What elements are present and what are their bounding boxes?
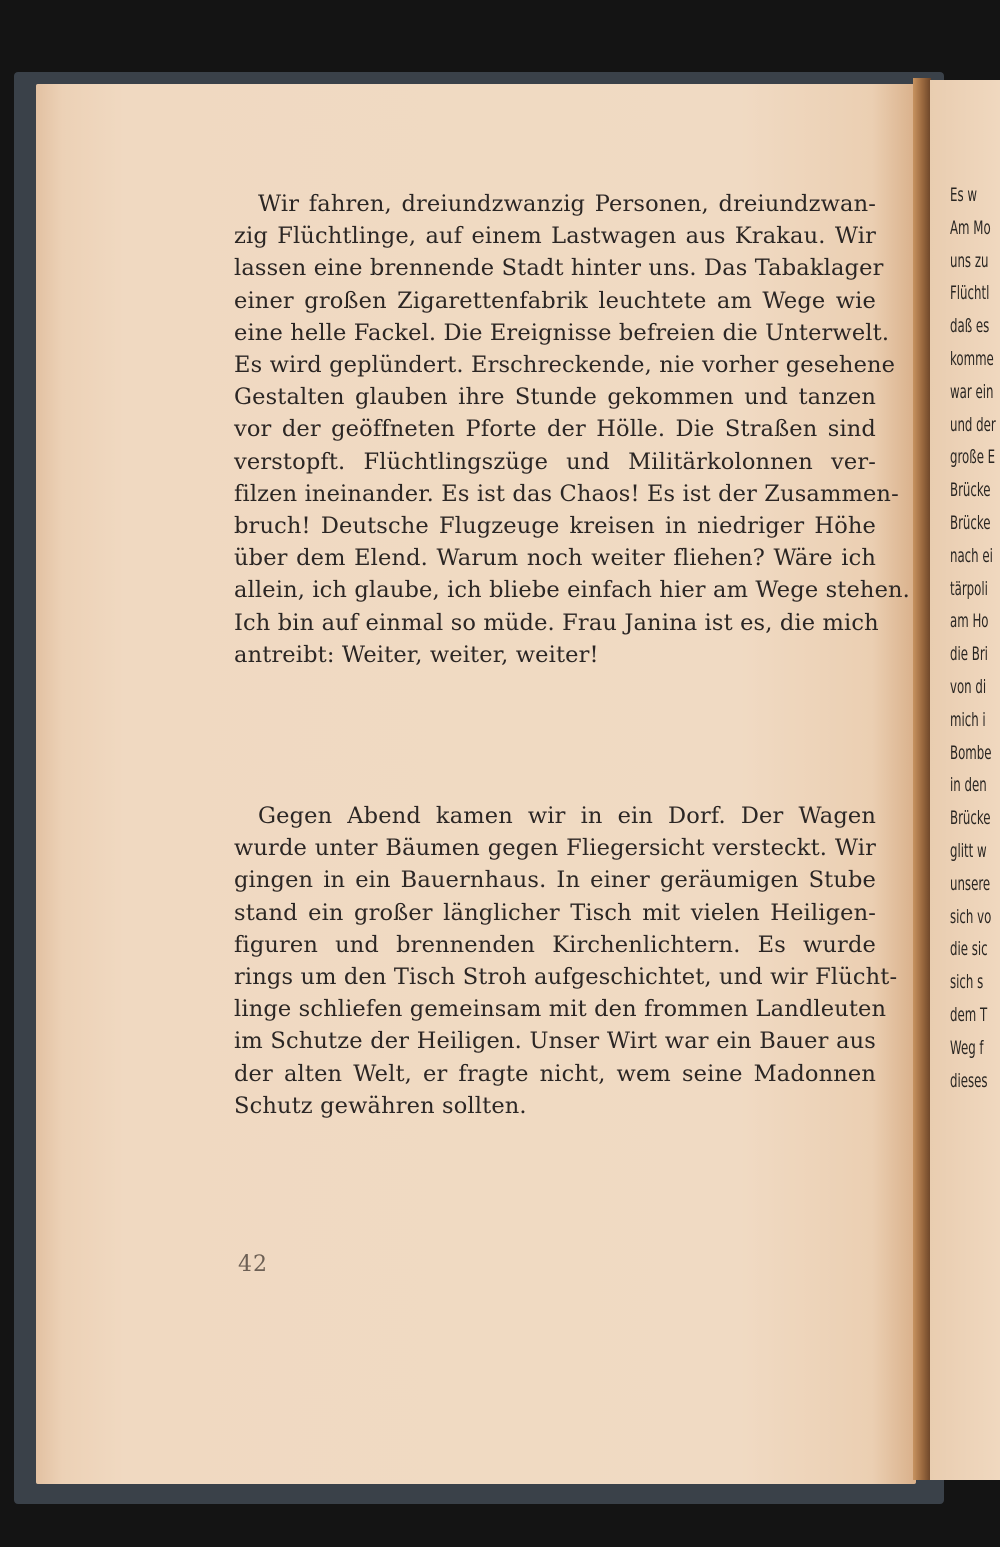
text-line: Schutz gewähren sollten. [234, 1092, 527, 1119]
next-page-fragment: große E [950, 446, 996, 469]
next-page-fragment: Flüchtl [950, 282, 990, 305]
text-line: Ich bin auf einmal so müde. Frau Janina ist es, die mich [234, 609, 879, 636]
paragraph-2 [234, 800, 898, 1122]
text-line: allein, ich glaube, ich bliebe einfach hier am Wege stehen. [234, 577, 910, 604]
next-page-fragment: tärpoli [950, 577, 988, 600]
text-line: rings um den Tisch Stroh aufgeschichtet, und wir Flücht- [234, 964, 898, 991]
text-line: Es wird geplündert. Erschreckende, nie vorher gesehene [234, 352, 896, 379]
next-page-fragment: unsere [950, 872, 991, 895]
next-page-fragment: die sic [950, 938, 988, 961]
text-line: wurde unter Bäumen gegen Fliegersicht versteckt. Wir [234, 835, 876, 862]
next-page-fragment: daß es [950, 315, 990, 338]
text-line: figuren und brennenden Kirchenlichtern. Es wurde [234, 931, 876, 958]
next-page-fragment: war ein [950, 380, 994, 403]
next-page-fragment: von di [950, 676, 987, 698]
text-line: vor der geöffneten Pforte der Hölle. Die Straßen sind [234, 416, 876, 443]
next-page-fragment: und der [950, 413, 996, 436]
next-page-fragment: die Bri [950, 643, 988, 666]
next-page-fragment: in den [950, 774, 987, 797]
text-line: über dem Elend. Warum noch weiter fliehen? Wäre ich [234, 545, 876, 572]
book-gutter [913, 78, 931, 1480]
text-line: bruch! Deutsche Flugzeuge kreisen in niedriger Höhe [234, 513, 876, 540]
next-page-fragment: Bombe [950, 741, 992, 764]
page-number: 42 [238, 1252, 268, 1277]
text-line: filzen ineinander. Es ist das Chaos! Es ist der Zusammen- [234, 480, 899, 507]
next-page-fragment: komme [950, 348, 994, 370]
next-page-fragment: Am Mo [950, 216, 991, 239]
next-page-fragment: uns zu [950, 249, 989, 272]
next-page-fragment: dieses [950, 1069, 988, 1092]
next-page-fragment: dem T [950, 1004, 988, 1026]
next-page-fragment: glitt w [950, 840, 987, 862]
text-line: im Schutze der Heiligen. Unser Wirt war ein Bauer aus [234, 1028, 876, 1055]
next-page-fragment: mich i [950, 708, 986, 731]
next-page-fragment: Brücke [950, 512, 991, 534]
text-line: antreibt: Weiter, weiter, weiter! [234, 641, 599, 668]
next-page-fragment: Es w [950, 184, 977, 206]
next-page-fragment: nach ei [950, 544, 993, 567]
text-line: Gegen Abend kamen wir in ein Dorf. Der Wagen [258, 803, 876, 829]
text-line: eine helle Fackel. Die Ereignisse befreien die Unterwelt. [234, 319, 890, 346]
text-line: lassen eine brennende Stadt hinter uns. Das Tabaklager [234, 255, 884, 282]
next-page-fragment: Weg f [950, 1036, 984, 1059]
text-line: einer großen Zigarettenfabrik leuchtete am Wege wie [234, 287, 876, 314]
text-line: der alten Welt, er fragte nicht, wem seine Madonnen [234, 1060, 876, 1087]
text-line: gingen in ein Bauernhaus. In einer geräumigen Stube [234, 867, 876, 894]
next-page-fragment: sich s [950, 971, 984, 994]
text-line: zig Flüchtlinge, auf einem Lastwagen aus Krakau. Wir [234, 223, 876, 250]
text-line: Wir fahren, dreiundzwanzig Personen, dreiundzwan- [258, 191, 876, 217]
next-page-fragment: sich vo [950, 905, 992, 928]
paragraph-1 [234, 188, 910, 671]
text-line: Gestalten glauben ihre Stunde gekommen und tanzen [234, 384, 876, 411]
next-page-fragment: am Ho [950, 610, 989, 633]
next-page-fragment: Brücke [950, 479, 991, 502]
text-line: linge schliefen gemeinsam mit den frommen Landleuten [234, 996, 887, 1023]
book-page-right-edge [930, 80, 1000, 1480]
next-page-fragment: Brücke [950, 807, 991, 830]
text-line: verstopft. Flüchtlingszüge und Militärkolonnen ver- [234, 448, 876, 475]
text-line: stand ein großer länglicher Tisch mit vielen Heiligen- [234, 899, 876, 926]
